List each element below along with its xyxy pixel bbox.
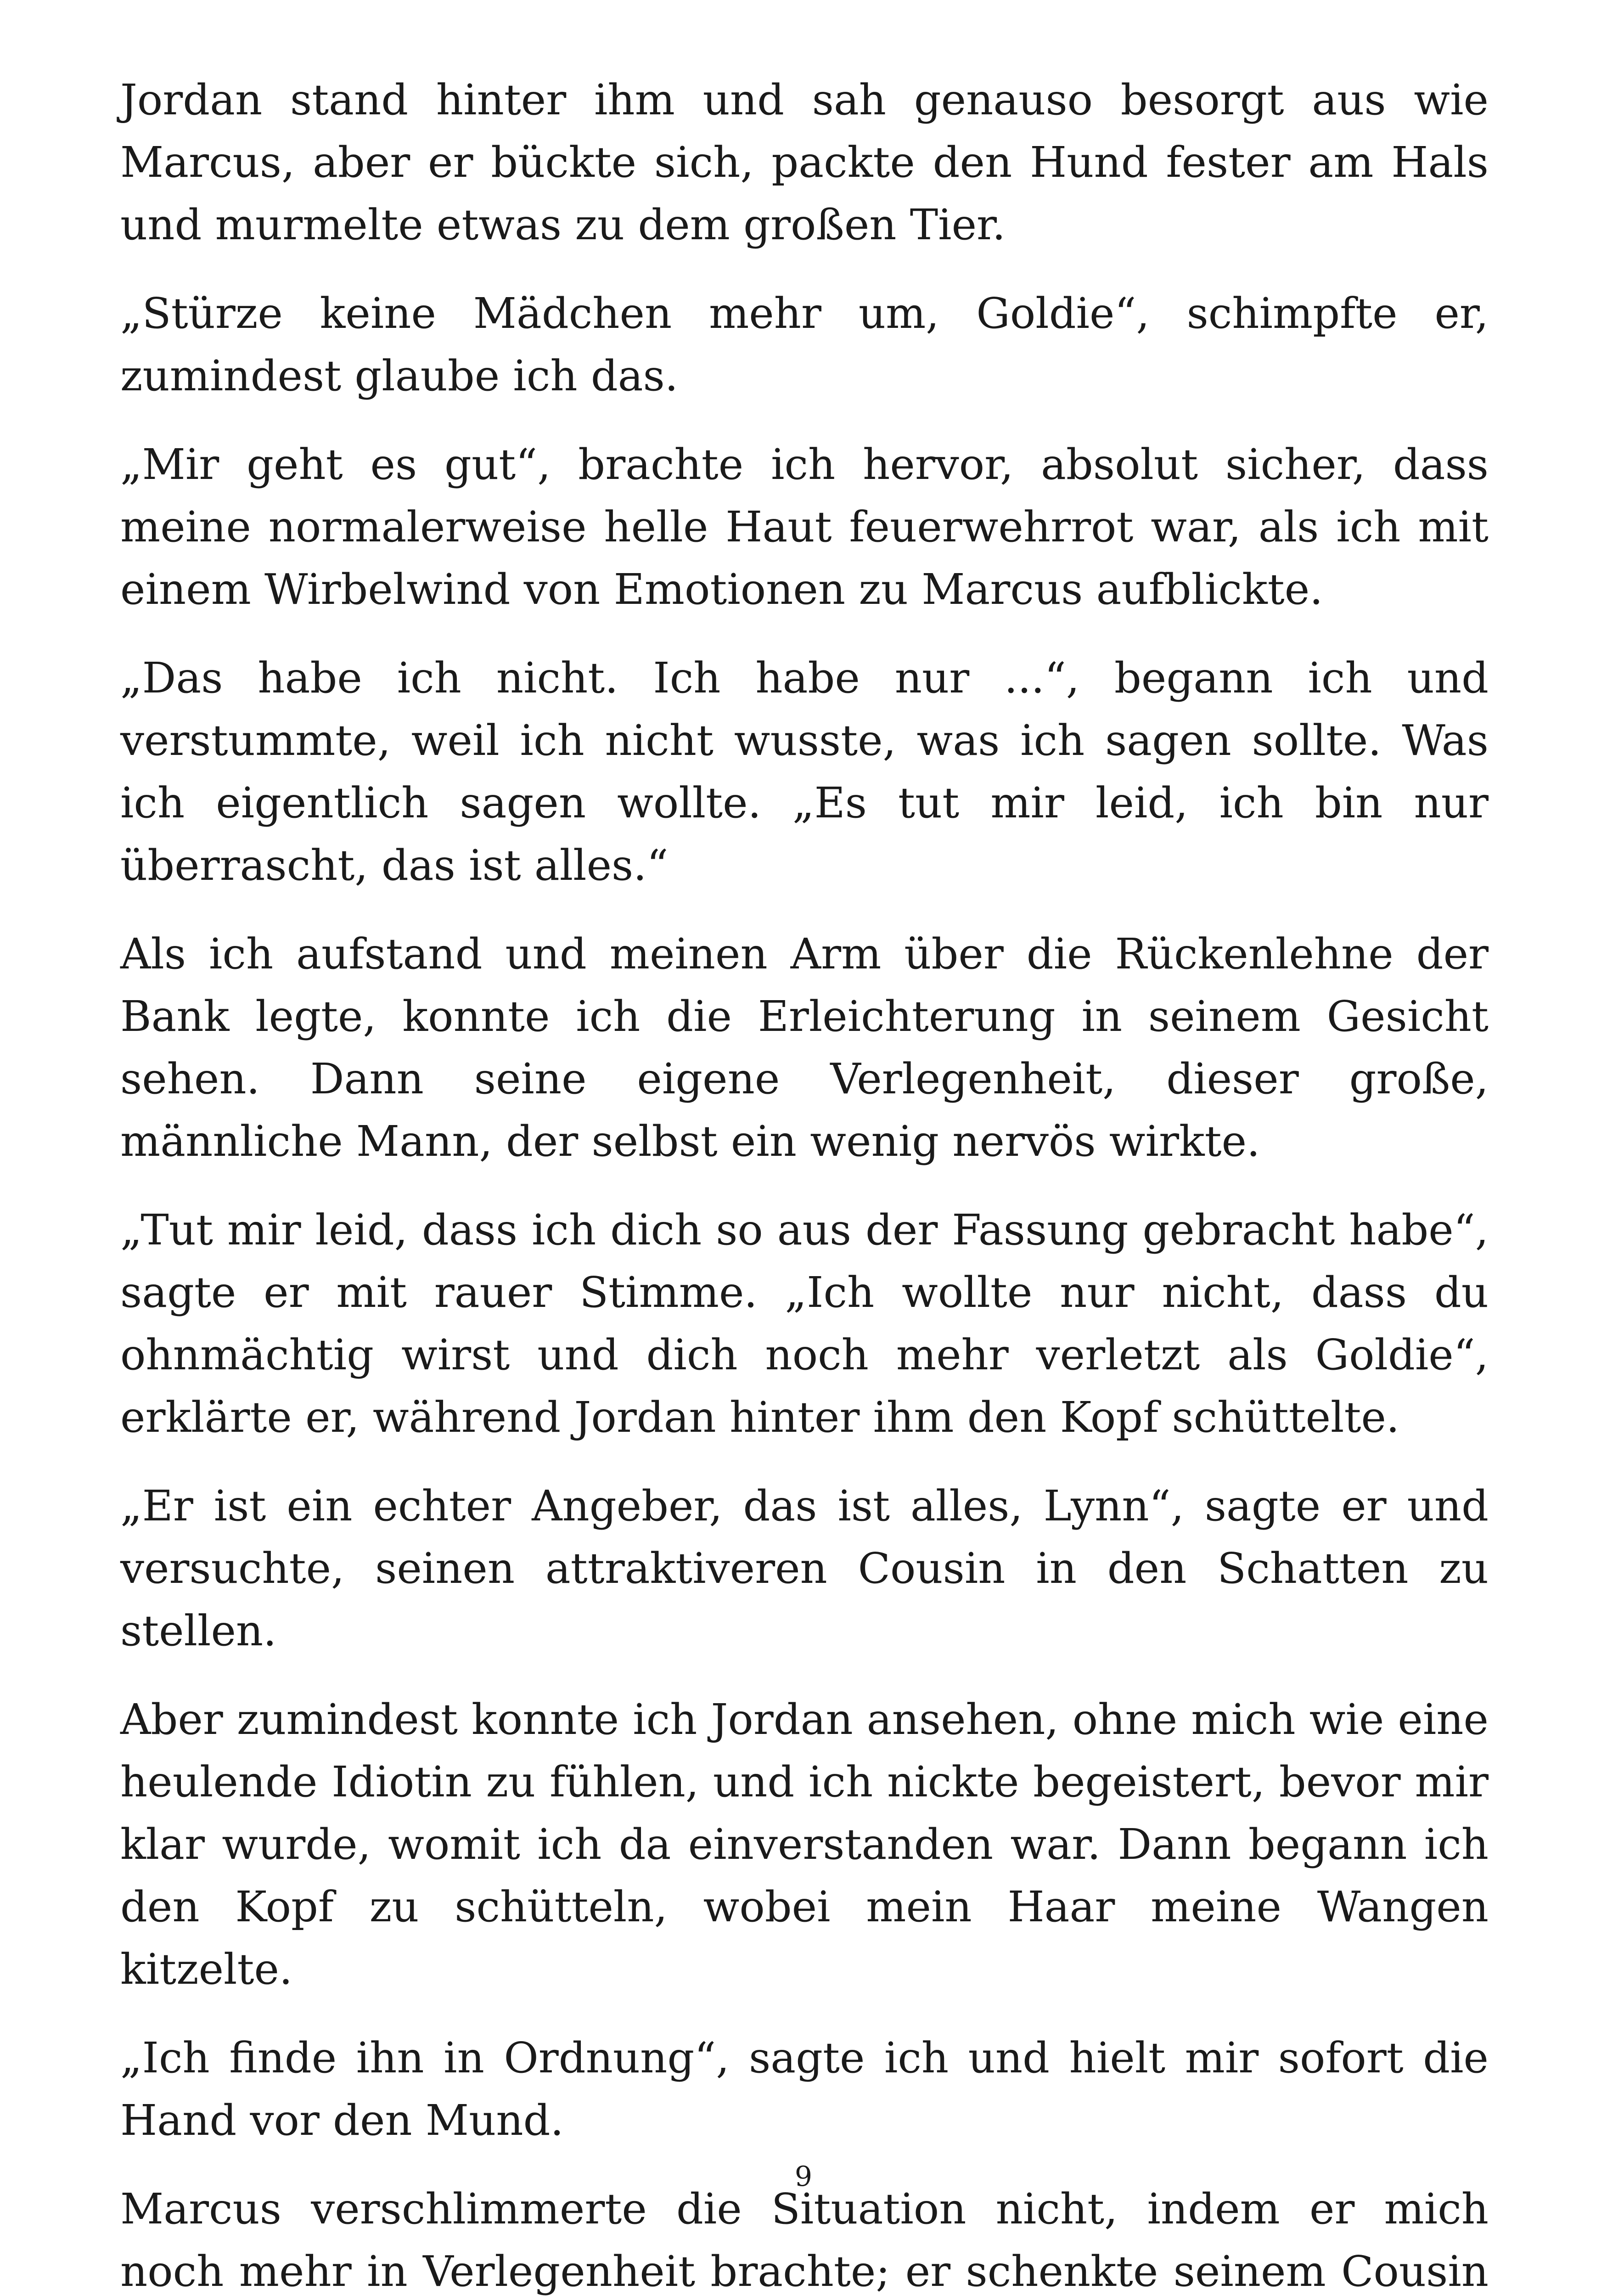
paragraph: „Er ist ein echter Angeber, das ist alles, Lynn“, sagte er und versuchte, seinen attraktiveren Cousin in den Schatten zu stellen. <box>120 1481 1489 1655</box>
paragraph: Marcus verschlimmerte die Situation nicht, indem er mich noch mehr in Verlegenheit brachte; er schenkte seinem Cousin <box>120 2184 1489 2296</box>
paragraph: Aber zumindest konnte ich Jordan ansehen, ohne mich wie eine heulende Idiotin zu fühlen, und ich nickte begeistert, bevor mir klar wurde, womit ich da einverstanden war. Dann begann ich den Kopf zu schütteln, wobei mein Haar meine Wangen kitzelte. <box>120 1695 1489 1994</box>
paragraph: Als ich aufstand und meinen Arm über die Rückenlehne der Bank legte, konnte ich die Erleichterung in seinem Gesicht sehen. Dann seine eigene Verlegenheit, dieser große, männliche Mann, der selbst ein wenig nervös wirkte. <box>120 929 1489 1166</box>
book-page-body <box>120 69 1489 2296</box>
paragraph: „Ich finde ihn in Ordnung“, sagte ich und hielt mir sofort die Hand vor den Mund. <box>120 2033 1489 2145</box>
page-number: 9 <box>794 2161 813 2193</box>
paragraph: „Mir geht es gut“, brachte ich hervor, absolut sicher, dass meine normalerweise helle Haut feuerwehrrot war, als ich mit einem Wirbelwind von Emotionen zu Marcus aufblickte. <box>120 440 1489 614</box>
paragraph: „Das habe ich nicht. Ich habe nur ...“, begann ich und verstummte, weil ich nicht wusste, was ich sagen sollte. Was ich eigentlich sagen wollte. „Es tut mir leid, ich bin nur überrascht, das ist alles.“ <box>120 653 1489 890</box>
paragraph: „Stürze keine Mädchen mehr um, Goldie“, schimpfte er, zumindest glaube ich das. <box>120 289 1489 400</box>
paragraph: Jordan stand hinter ihm und sah genauso besorgt aus wie Marcus, aber er bückte sich, packte den Hund fester am Hals und murmelte etwas zu dem großen Tier. <box>120 75 1489 249</box>
paragraph: „Tut mir leid, dass ich dich so aus der Fassung gebracht habe“, sagte er mit rauer Stimme. „Ich wollte nur nicht, dass du ohnmächtig wirst und dich noch mehr verletzt als Goldie“, erklärte er, während Jordan hinter ihm den Kopf schüttelte. <box>120 1205 1489 1442</box>
